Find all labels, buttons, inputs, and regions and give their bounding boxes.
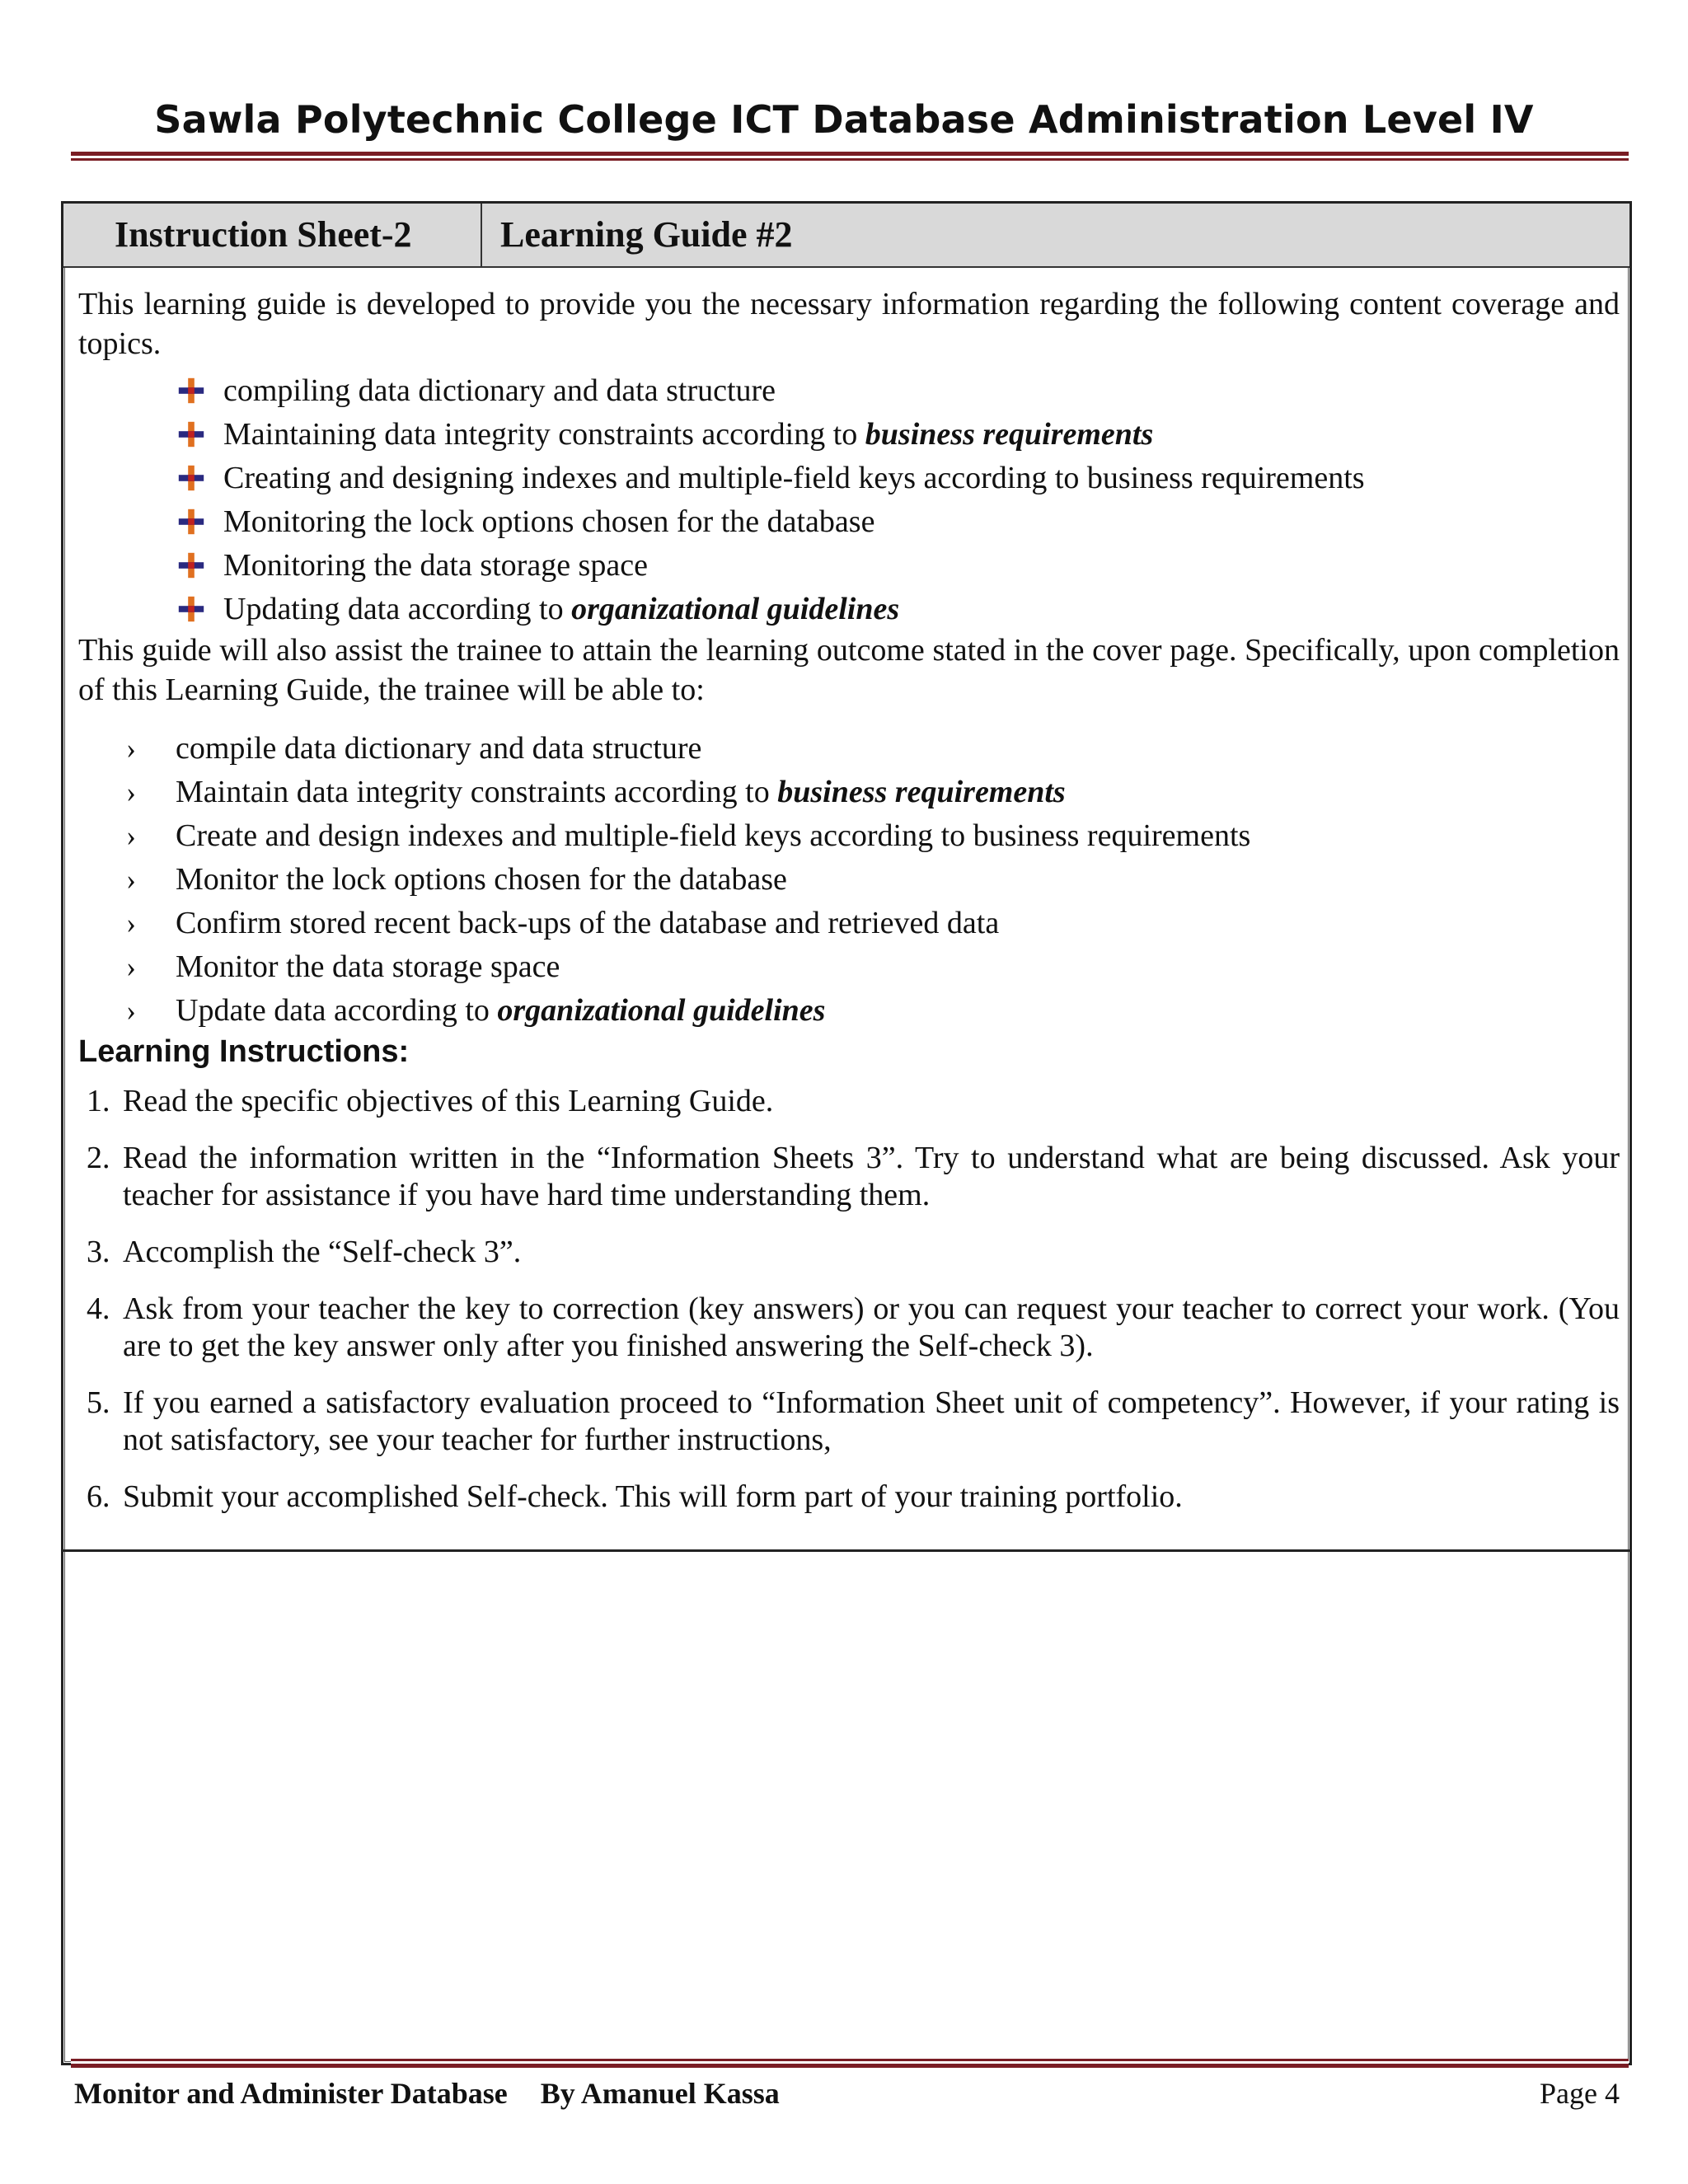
list-item: 1. Read the specific objectives of this Learning Guide. <box>87 1084 774 1118</box>
list-item: › Monitor the data storage space <box>126 944 1620 988</box>
list-item: › Monitor the lock options chosen for the database <box>126 857 1620 901</box>
plus-bullet-icon <box>176 593 207 625</box>
plus-bullet-icon <box>176 419 207 450</box>
chevron-right-icon: › <box>126 818 136 852</box>
chevron-right-icon: › <box>126 906 136 940</box>
list-item: › compile data dictionary and data structure <box>126 726 1620 770</box>
list-item: 3. Accomplish the “Self-check 3”. <box>87 1235 522 1269</box>
intro-paragraph: This learning guide is developed to provide you the necessary information regarding the following content coverage and topics. <box>78 287 1620 361</box>
chevron-right-icon: › <box>126 993 136 1027</box>
topics-list <box>78 368 1620 630</box>
list-item: 2. Read the information written in the “Information Sheets 3”. Try to understand what are being discussed. Ask your teacher for assistance if you have hard time understanding them. <box>87 1141 1620 1212</box>
page-footer <box>74 2073 1620 2114</box>
list-item: Maintaining data integrity constraints according to business requirements <box>176 412 1620 456</box>
chevron-right-icon: › <box>126 949 136 983</box>
plus-bullet-icon <box>176 550 207 581</box>
list-item: Creating and designing indexes and multiple-field keys according to business requirements <box>176 456 1620 499</box>
list-item: Monitoring the data storage space <box>176 543 1620 587</box>
list-item: Monitoring the lock options chosen for the database <box>176 499 1620 543</box>
table-header-row <box>63 204 1629 268</box>
chevron-right-icon: › <box>126 731 136 765</box>
main-content <box>78 284 1620 1535</box>
list-item: › Update data according to organizational guidelines <box>126 988 1620 1032</box>
list-item: › Create and design indexes and multiple-field keys according to business requirements <box>126 813 1620 857</box>
page-number: Page 4 <box>1540 2077 1620 2110</box>
learning-guide-label: Learning Guide #2 <box>500 214 793 255</box>
instruction-steps <box>78 1083 1620 1516</box>
header-rule <box>71 152 1629 161</box>
learning-instructions-heading: Learning Instructions: <box>78 1034 410 1069</box>
list-item: Updating data according to organizational guidelines <box>176 587 1620 630</box>
plus-bullet-icon <box>176 462 207 494</box>
chevron-right-icon: › <box>126 775 136 808</box>
footer-left <box>74 2076 780 2111</box>
list-item: compiling data dictionary and data structure <box>176 368 1620 412</box>
footer-rule <box>71 2059 1629 2068</box>
list-item: › Maintain data integrity constraints according to business requirements <box>126 770 1620 813</box>
list-item: 6. Submit your accomplished Self-check. This will form part of your training portfolio. <box>87 1479 1183 1514</box>
plus-bullet-icon <box>176 375 207 406</box>
list-item: 5. If you earned a satisfactory evaluation proceed to “Information Sheet unit of competency”. However, if your rating is not satisfactory, see your teacher for further instructions, <box>87 1385 1620 1457</box>
outcomes-list <box>78 726 1620 1032</box>
page-header-title: Sawla Polytechnic College ICT Database Administration Level IV <box>154 97 1534 142</box>
footer-author: By Amanuel Kassa <box>540 2077 780 2110</box>
chevron-right-icon: › <box>126 862 136 896</box>
content-separator <box>61 1549 1632 1552</box>
list-item: › Confirm stored recent back-ups of the database and retrieved data <box>126 901 1620 944</box>
outcome-intro-paragraph: This guide will also assist the trainee to attain the learning outcome stated in the cover page. Specifically, upon completion of this Learning Guide, the trainee will be able to: <box>78 633 1620 707</box>
instruction-sheet-label: Instruction Sheet-2 <box>63 204 482 266</box>
plus-bullet-icon <box>176 506 207 537</box>
list-item: 4. Ask from your teacher the key to correction (key answers) or you can request your teacher to correct your work. (You are to get the key answer only after you finished answering the Self-check 3). <box>87 1291 1620 1363</box>
footer-module-title: Monitor and Administer Database <box>74 2077 508 2110</box>
